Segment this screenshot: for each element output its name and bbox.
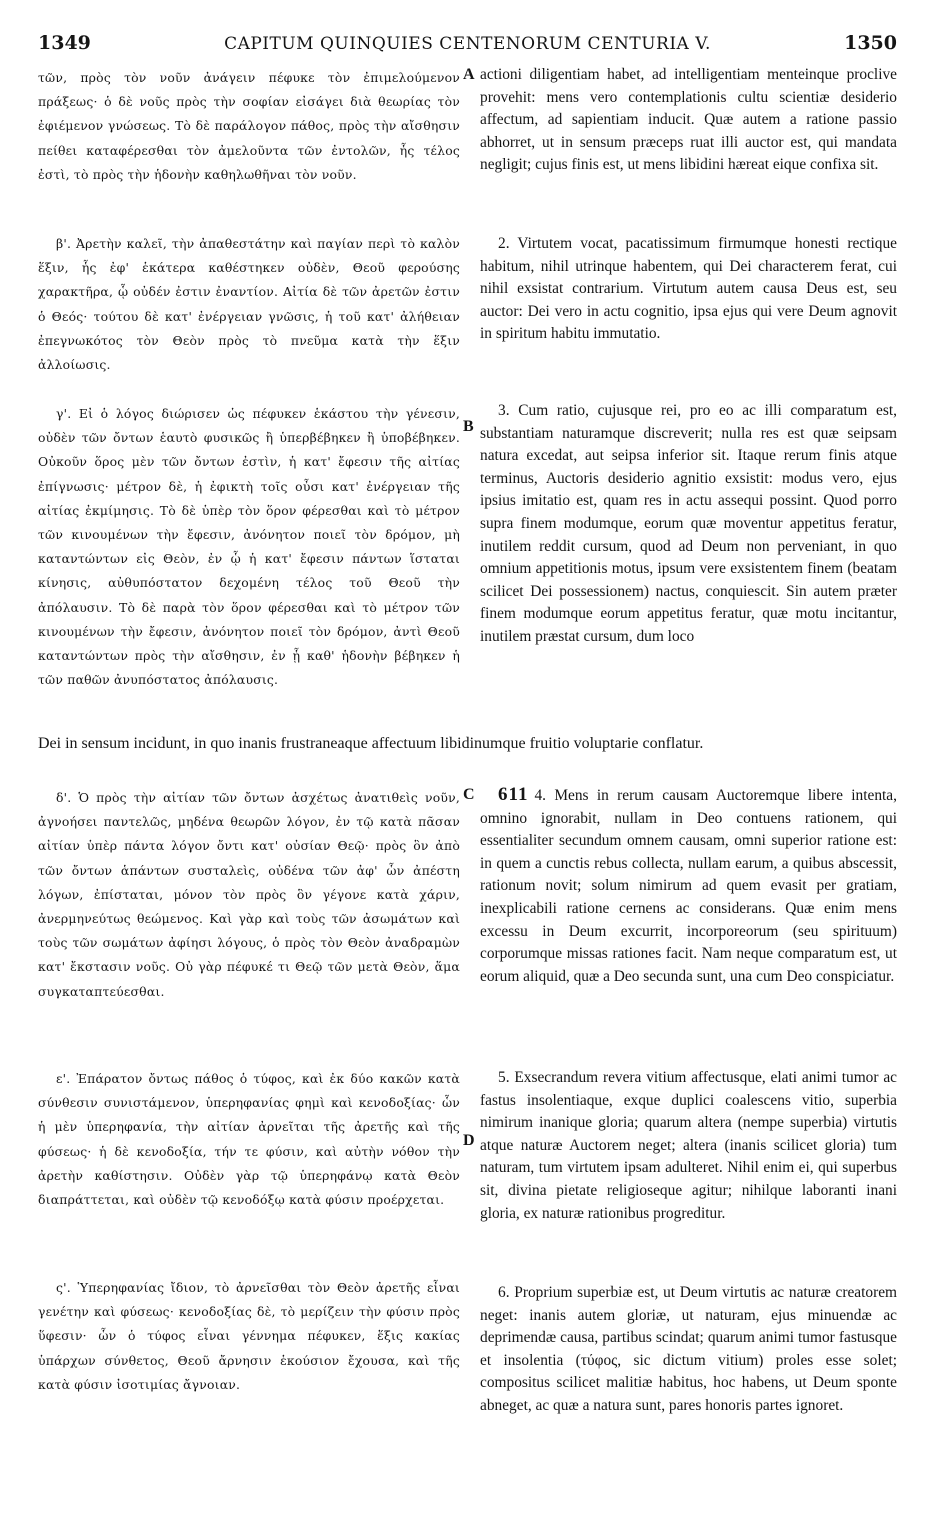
greek-paragraph-1: τῶν, πρὸς τὸν νοῦν ἀνάγειν πέφυκε τὸν ἐπιμελούμενον πράξεως· ὁ δὲ νοῦς πρὸς τὴν σοφίαν εἰσάγει διὰ θεωρίας τὸν ἐφιέμενον γνώσεως. Τὸ δὲ παράλογον πάθος, πρὸς τὴν αἴσθησιν πείθει καταφέρεσθαι τὸν ἀμελοῦντα τῶν ἐντολῶν, ἧς τέλος ἐστὶ, τὸ πρὸς τὴν ἡδονὴν καθηλωθῆναι τὸν νοῦν. [38, 70, 460, 182]
greek-paragraph-2: β'. Ἀρετὴν καλεῖ, τὴν ἀπαθεστάτην καὶ παγίαν περὶ τὸ καλὸν ἕξιν, ἧς ἐφ' ἑκάτερα καθέστηκεν οὐδὲν, Θεοῦ φερούσης χαρακτῆρα, ᾧ οὐδέν ἐστιν ἐναντίον. Αἰτία δὲ τῶν ἀρετῶν ἐστιν ὁ Θεός· τούτου δὲ κατ' ἐνέργειαν γνῶσις, ἡ τοῦ κατ' ἀλήθειαν ἐπεγνωκότος τὸν Θεὸν πρὸς τὸ πνεῦμα κατὰ τὴν ἕξιν ἀλλοίωσις. [38, 236, 460, 373]
greek-paragraph-3: γ'. Εἰ ὁ λόγος διώρισεν ὡς πέφυκεν ἑκάστου τὴν γένεσιν, οὐδὲν τῶν ὄντων ἑαυτὸ φυσικῶς ἢ ὑπερβέβηκεν ἢ ὑποβέβηκεν. Οὐκοῦν ὅρος μὲν τῶν ὄντων ἐστὶν, ἡ κατ' ἔφεσιν τῆς αἰτίας ἐπίγνωσις· μέτρον δὲ, ἡ ἐφικτὴ τοῖς οὖσι κατ' ἐνέργειαν τῆς αἰτίας ἐκμίμησις. Τὸ δὲ ὑπὲρ τὸν ὅρον φέρεσθαι καὶ τὸ μέτρον τῶν κινουμένων τὴν ἔφεσιν, ἀνόνητον ποιεῖ τὸν δρόμον, μὴ καταντώντων εἰς Θεὸν, ἐν ᾧ ἡ κατ' ἔφεσιν πάντων ἵσταται κίνησις, αὐθυπόστατον δεχομένη τέλος τοῦ Θεοῦ τὴν ἀπόλαυσιν. Τὸ δὲ παρὰ τὸν ὅρον φέρεσθαι καὶ τὸ μέτρον τῶν κινουμένων τὴν ἔφεσιν, ἀνόνητον ποιεῖ τὸν δρόμον, ἀντὶ Θεοῦ καταντώντων πρὸς τὴν αἴσθησιν, ἐν ᾗ καθ' ἡδονὴν βέβηκεν ἡ τῶν παθῶν ἀνυπόστατος ἀπόλαυσις. [38, 406, 460, 688]
full-width-continuation: Dei in sensum incidunt, in quo inanis frustraneaque affectuum libidinumque fruitio voluptarie conflatur. [38, 735, 704, 752]
margin-marker-d: D [463, 1132, 475, 1149]
greek-paragraph-4: δ'. Ὁ πρὸς τὴν αἰτίαν τῶν ὄντων ἀσχέτως ἀνατιθεὶς νοῦν, ἀγνοήσει παντελῶς, μηδένα θεωρῶν λόγον, ἐν τῷ κατὰ πᾶσαν αἰτίαν ὑπὲρ πάντα λόγον ὄντι κατ' οὐσίαν Θεῷ· πρὸς ὃν ἀπὸ τῶν ὄντων ἁπάντων συσταλεὶς, οὐδένα τῶν ἀφ' ὧν ἀπέστη λόγων, ἐπίσταται, μόνον τὸν πρὸς ὃν γέγονε κατὰ χάριν, ἀνερμηνεύτως θεώμενος. Καὶ γὰρ καὶ τοὺς τῶν ἀσωμάτων καὶ τοὺς τῶν σωμάτων ἀφίησι λόγους, ὁ πρὸς τὸν Θεὸν ἀναδραμὼν κατ' ἔκστασιν νοῦς. Οὐ γὰρ πέφυκέ τι Θεῷ τῶν μετὰ Θεὸν, ἅμα συγκαταπτεύεσθαι. [38, 790, 460, 999]
latin-paragraph-4-text: 4. Mens in rerum causam Auctoremque libere intenta, omnino ignorabit, nullam in Deo contuens rationem, qui essentialiter secundum omnem causam, omni superior ratione est: in quem a cunctis rebus collecta, nullam earum, a quibus abscessit, rationum novit; solum nimirum ad quem evasit per gratiam, inexplicabili ratione cernens ac considerans. Quæ enim mens excessu in Deum excurrit, incorporeorum (seu spirituum) corporumque missas rationes facit. Nam neque comparatum est, ut eorum aliquid, quæ a Deo secunda sunt, una cum Deo conspiciatur. [480, 787, 897, 985]
greek-block-6 [38, 1276, 460, 1397]
latin-block-6 [480, 1282, 897, 1418]
latin-paragraph-5: 5. Exsecrandum revera vitium affectusque, elati animi tumor ac fastus insolentiaque, exque duplici coalescens vitio, superbia nimirum inanique gloria; quarum altera (nempe superbia) virtutis atque naturæ Auctorem neget; altera (inanis scilicet gloria) tum naturam, tum virtutem ipsam adulteret. Nihil enim ei, qui superbus sit, divina pietate religioseque agitur; nihilque laboranti inani gloria, ex naturæ rationibus progreditur. [480, 1069, 897, 1222]
latin-block-3 [480, 400, 897, 649]
running-title: CAPITUM QUINQUIES CENTENORUM CENTURIA V. [224, 34, 711, 54]
greek-block-3 [38, 402, 460, 692]
latin-block-4 [480, 784, 897, 988]
right-page-number: 1350 [844, 32, 897, 54]
margin-marker-b: B [463, 418, 474, 435]
latin-paragraph-1: actioni diligentiam habet, ad intelligentiam menteinque proclive provehit: mens vero contemplationis cultu scientiæ desiderio affectum, ad sapientiam inducit. Quæ autem a ratione passio abhorret, ut in sensum præceps ruat illi auctor est, qui mandata negligit; cujus finis est, ut mens libidini hæreat eique confixa sit. [480, 66, 897, 174]
margin-marker-a: A [463, 66, 475, 83]
margin-marker-c: C [463, 786, 475, 803]
greek-block-2 [38, 232, 460, 377]
greek-block-4 [38, 786, 460, 1004]
latin-column-upper [480, 64, 897, 177]
column-number: 611 [498, 784, 529, 805]
latin-block-5 [480, 1067, 897, 1225]
latin-paragraph-6: 6. Proprium superbiæ est, ut Deum virtutis ac naturæ creatorem neget: inanis autem gloriæ, ut naturam, ejus minuendæ ac deprimendæ causa, partibus scindat; quarum animi tumor fastusque et insolentia (τύφος, sic dictum vitium) proles esse solet; compositus scilicet malitiæ habitus, hoc habens, ut Deum sponte abneget, ac quæ a natura sunt, pares honoris partes ignoret. [480, 1284, 897, 1414]
greek-paragraph-5: ε'. Ἐπάρατον ὄντως πάθος ὁ τύφος, καὶ ἐκ δύο κακῶν κατὰ σύνθεσιν συνιστάμενον, ὑπερηφανίας φημὶ καὶ κενοδοξίας· ὧν ἡ μὲν ὑπερηφανία, τὴν αἰτίαν ἀρνεῖται τῆς ἀρετῆς καὶ τῆς φύσεως· ἡ δὲ κενοδοξία, τήν τε φύσιν, καὶ αὐτὴν νόθον τὴν ἀρετὴν καθίστησιν. Οὐδὲν γὰρ τῷ ὑπερηφάνῳ κατὰ Θεὸν διαπράττεται, καὶ οὐδὲν τῷ κενοδόξῳ κατὰ φύσιν προέρχεται. [38, 1071, 460, 1208]
latin-paragraph-4 [480, 784, 897, 988]
latin-paragraph-2: 2. Virtutem vocat, pacatissimum firmumque honesti rectique habitum, nihil utrinque habentem, qui Dei characterem ferat, cui nihil exsistat contrarium. Virtutum autem causa Deus est, seu auctor: Dei vero in actu cognitio, ipsa ejus qui vere Deum agnovit in spiritum habitu immutatio. [480, 235, 897, 343]
greek-paragraph-6: ς'. Ὑπερηφανίας ἴδιον, τὸ ἀρνεῖσθαι τὸν Θεὸν ἀρετῆς εἶναι γενέτην καὶ φύσεως· κενοδοξίας δὲ, τὸ μερίζειν τὴν φύσιν πρὸς ὕφεσιν· ὧν ὁ τύφος εἶναι γέννημα πέφυκεν, ἕξις κακίας ὑπάρχων σύνθετος, Θεοῦ ἄρνησιν ἑκούσιον ἔχουσα, καὶ τῆς κατὰ φύσιν ἰσοτιμίας ἄγνοιαν. [38, 1280, 460, 1392]
latin-block-2 [480, 233, 897, 346]
left-page-number: 1349 [38, 32, 91, 54]
latin-paragraph-3: 3. Cum ratio, cujusque rei, pro eo ac illi comparatum est, substantiam naturamque discreverit; nulla res est quæ seipsam natura excedat, aut seipsa inferior sit. Itaque rerum finis atque terminus, Auctoris desiderio agnitio exsistit: modus vero, ejus ipsius imitatio est, quam res in actu assequi possint. Quod porro supra finem modumque, eorum quæ moventur appetitus feratur, inutilem reddit cursum, quod ad Deum non perveniant, in quo omnium appetitionis motus, ipsum vere exsistentem finem (beatam scilicet Dei possessionem) nactus, conquiescit. Sin autem præter finem modumque eorum appetitus feratur, quæ motu incitantur, inutilem præstat cursum, dum loco [480, 402, 897, 645]
greek-block-5 [38, 1067, 460, 1212]
page-header [38, 32, 897, 58]
greek-column-upper [38, 66, 460, 187]
